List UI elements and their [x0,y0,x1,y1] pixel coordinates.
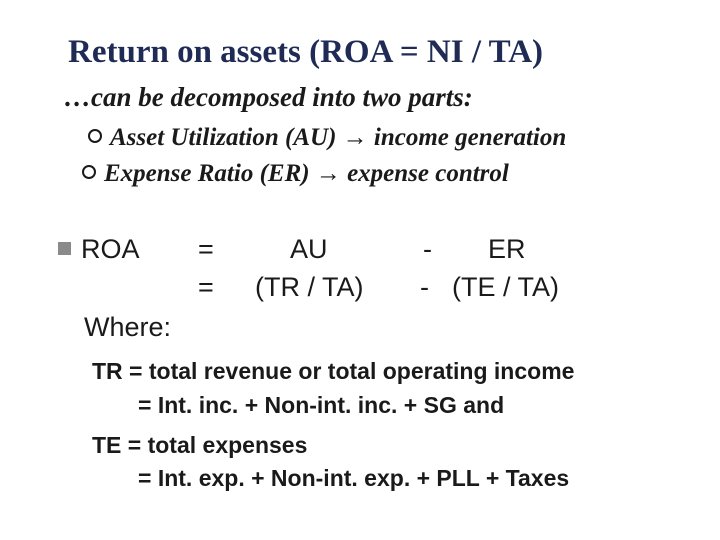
bullet-circle-icon [88,129,102,143]
minus-sign: - [423,234,432,264]
minus-sign: - [420,272,429,302]
equation-lhs: ROA [81,234,140,264]
definition-tr: TR = total revenue or total operating income [92,358,575,384]
equation-term-er: ER [488,234,526,264]
square-bullet-icon [58,242,71,255]
where-label: Where: [84,312,172,342]
definition-tr-components: = Int. inc. + Non-int. inc. + SG and [138,392,505,418]
bullet-circle-icon [82,165,96,179]
bullet-expense-ratio [82,160,509,188]
equals-sign: = [198,234,214,264]
definition-te-components: = Int. exp. + Non-int. exp. + PLL + Taxes [138,465,570,491]
bullet-asset-utilization [88,124,566,152]
bullet-text: Asset Utilization (AU) → income generation [110,124,567,151]
equation-term-au: AU [290,234,328,264]
equals-sign: = [198,272,214,302]
equation-term-tr-ta: (TR / TA) [255,272,364,302]
slide-title: Return on assets (ROA = NI / TA) [68,34,544,70]
definition-te: TE = total expenses [92,432,308,458]
slide-subtitle: …can be decomposed into two parts: [64,82,473,112]
equation-term-te-ta: (TE / TA) [452,272,559,302]
bullet-text: Expense Ratio (ER) → expense control [104,160,509,187]
